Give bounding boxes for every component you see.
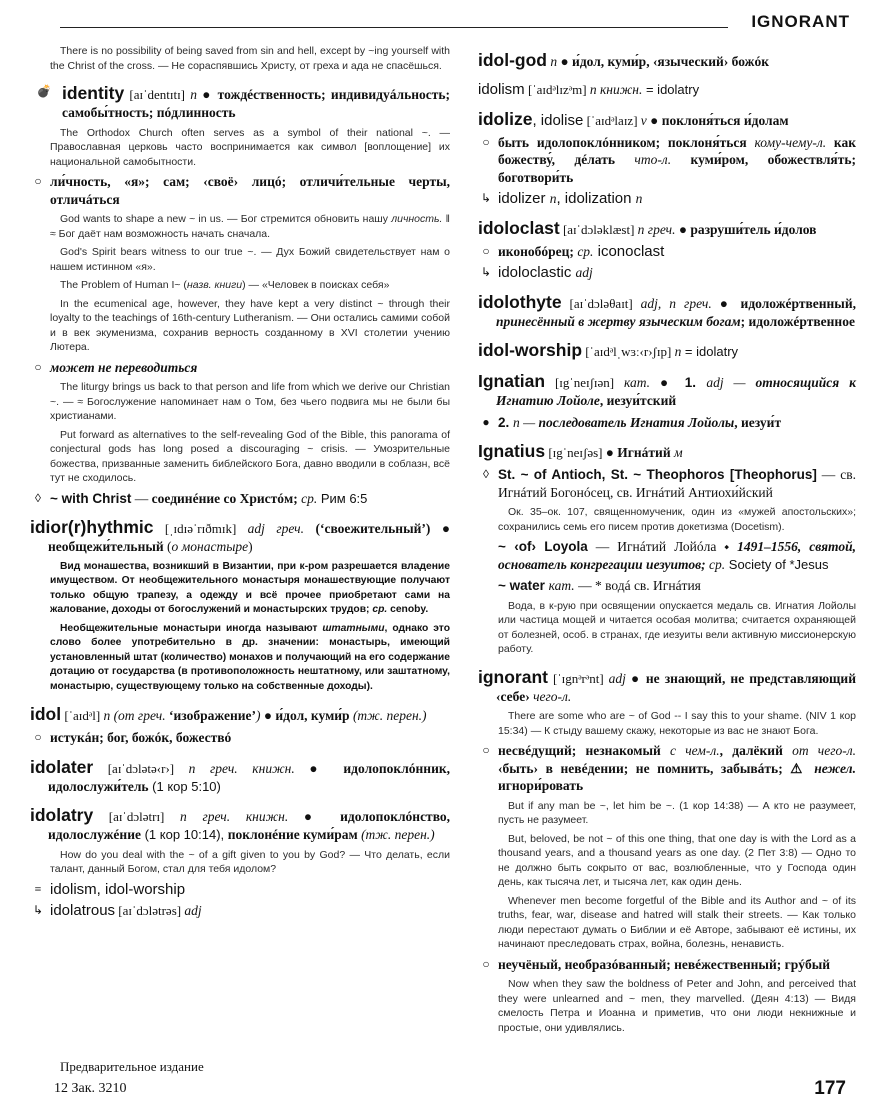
dictionary-entry-headline <box>478 667 856 706</box>
dictionary-entry-headline <box>478 441 856 462</box>
usage-example <box>30 278 450 293</box>
usage-example <box>30 126 450 170</box>
derivative-arrow-icon: ↳ <box>480 265 492 279</box>
entry-text: Put forward as alternatives to the self-revealing God of the Bible, this panorama of conjectural gods has long posed a discouraging ~ crisis. — Умозрительные божества, призванные заменить библейского Бога, давно вводили в соблазн, всё тут не сходилось. <box>50 428 450 484</box>
sense-line <box>478 414 856 432</box>
entry-text: ● <box>560 54 573 69</box>
entry-text: God's Spirit bears witness to our true ~. — Дух Божий свидетельствует нам о нашем истинном «я». <box>50 246 450 273</box>
entry-text: быть идолопоклóнником; поклоня́ться <box>498 134 755 150</box>
circle-icon: ○ <box>34 174 42 188</box>
usage-example <box>30 245 450 274</box>
headword: Ignatius <box>478 441 546 461</box>
entry-text: ● <box>646 112 662 128</box>
circle-icon: ○ <box>482 243 490 258</box>
entry-text: ср. <box>372 604 388 615</box>
dictionary-entry-headline <box>478 109 856 130</box>
entry-text: n греч. книжн. <box>188 760 295 776</box>
entry-text: In the ecumenical age, however, they have kept a very distinct ~ through their loyalty to the teachings of 16th-century Lutheranism. — Они остались самими собой и в век экуменизма, сохранив верность созданному в XVI столетии учению Лютера. <box>50 297 450 353</box>
entry-text: adj — <box>706 375 756 390</box>
entry-text: что-л. <box>634 152 672 167</box>
entry-text: But if any man be ~, let him be ~. (1 кор 14:38) — А кто не разумеет, пусть не разумеет. <box>498 799 856 826</box>
entry-text: относящийся к Игнатию Лойоле <box>496 375 856 408</box>
entry-text: соединéние со Христóм; <box>151 490 302 506</box>
entry-text: ● <box>260 708 276 723</box>
headword: idior(r)hythmic <box>30 517 154 537</box>
pronunciation: [aɪˈdɔləklæst] <box>559 221 638 237</box>
entry-text: , иезуи́т <box>734 414 782 430</box>
entry-text: (‘своежительный’) ● необщежи́тельный <box>48 521 450 554</box>
entry-text: Society of *Jesus <box>725 556 829 572</box>
dictionary-entry-headline <box>30 517 450 556</box>
entry-text: ● <box>605 445 618 460</box>
entry-text: нежел. <box>814 760 856 776</box>
bomb-icon: 💣 <box>36 84 52 98</box>
usage-example <box>478 505 856 534</box>
entry-text: не знающий, не представляющий ‹себе› <box>496 670 856 704</box>
edition-note: Предварительное издание <box>60 1059 204 1074</box>
right-column <box>478 44 856 1100</box>
entry-text: n книжн. <box>589 82 643 97</box>
pronunciation: [ˈaɪdᵊlɪzᵊm] <box>524 82 590 97</box>
entry-text: ) <box>256 708 261 723</box>
entry-text: кому-чему-л. <box>754 134 827 150</box>
entry-text: ( <box>167 539 172 554</box>
sense-line <box>478 264 856 282</box>
order-number: 12 Зак. 3210 <box>54 1081 127 1096</box>
entry-text: Вода, в к-рую при освящении опускается медаль св. Игнатия Лойолы или частица мощей и читается особая молитва; считается охраняющей от болезней, особ. в странах, где иезуиты вели активную миссионерскую работу. <box>498 599 856 655</box>
usage-example <box>30 44 450 73</box>
headword: ignorant <box>478 666 548 687</box>
sense-line <box>30 359 450 377</box>
entry-text: ; идоложéртвенное <box>740 313 855 329</box>
usage-example <box>30 212 450 241</box>
entry-text: ср. <box>709 556 726 572</box>
sense-line <box>478 742 856 795</box>
usage-example <box>478 832 856 890</box>
headword: idolater <box>30 756 94 777</box>
usage-example <box>478 977 856 1035</box>
entry-text: и́дол, куми́р <box>275 708 353 723</box>
entry-text: How do you deal with the ~ of a gift given to you by God? — Что делать, если талант, данный Богом, стал для тебя идолом? <box>50 848 450 875</box>
entry-text: кат. <box>548 578 575 593</box>
sense-line <box>30 881 450 899</box>
entry-text: adj <box>608 670 626 686</box>
footer-imprint <box>30 1042 450 1100</box>
entry-text: ‘изображение’ <box>168 708 256 723</box>
entry-text: (1 кор 5:10) <box>148 778 221 794</box>
entry-text: , однако это слово более употребительно в др. значении: монастырь, имеющий установленный штат (количество) монахов и получающий на его содержание дотацию от государства (в противоположность нештатному, или заштатному, монастырю, существующему только на собственные доходы). <box>50 622 450 692</box>
circle-icon: ○ <box>482 134 490 149</box>
headword: idolism, idol-worship <box>50 880 186 898</box>
synonym-icon: ≡ <box>34 881 42 896</box>
headword: , idolization <box>556 190 636 207</box>
bullet-icon: ● <box>482 414 490 429</box>
usage-example <box>30 848 450 877</box>
entry-text: м <box>674 445 683 460</box>
usage-example <box>30 428 450 486</box>
pronunciation: [ˈaɪdᵊl] <box>61 708 104 723</box>
entry-text: The liturgy brings us back to that person and life from which we derive our Christian ~. — ≈ Богослужение напоминает нам о Том, без чьего подвига мы не были бы христианами. <box>50 381 450 422</box>
entry-text: Вид монашества, возникший в Византии, при к-ром разрешается владение имуществом. От необщежительного монастыря монашествующие получают только общую трапезу, а одежду и всё прочее приобретают сами на жалование, доходы от богослужений и монастырских трудов; <box>50 560 450 615</box>
usage-example <box>30 560 450 618</box>
dictionary-entry-headline <box>30 704 450 725</box>
entry-text: Игнáтий <box>617 445 674 460</box>
entry-text: — св. Игнáтий Богонóсец, св. Игнáтий Антиохи́йский <box>498 467 856 500</box>
entry-text: ● <box>650 375 685 390</box>
entry-text: — Игнáтий Лойóла ⬩ <box>587 539 738 554</box>
pronunciation: [ˈɪgnᵊrᵊnt] <box>548 670 609 686</box>
lozenge-icon: ◊ <box>35 490 41 505</box>
entry-text: 2. <box>498 414 514 430</box>
sense-line <box>478 134 856 187</box>
usage-example <box>30 380 450 424</box>
lozenge-icon: ◊ <box>483 467 489 481</box>
entry-text: ‖ ≈ Бог даёт нам возможность начать сначала. <box>50 213 450 240</box>
entry-text: The Orthodox Church often serves as a symbol of their national ~. — Православная церковь часто воспринимается как символ [воплощение] их национальной самобытности. <box>50 126 450 168</box>
entry-text: чего-л. <box>533 688 572 704</box>
entry-text: ~ ‹of› Loyola <box>498 539 588 554</box>
entry-text: может не переводиться <box>50 359 198 375</box>
entry-text: v <box>640 112 647 128</box>
entry-text: поклоня́ться и́долам <box>661 112 789 128</box>
entry-text: n <box>674 344 682 359</box>
headword: idolism <box>478 81 525 98</box>
circle-icon: ○ <box>482 956 490 971</box>
sub-entry <box>478 577 856 595</box>
pronunciation: [ˈaɪdᵊlˌwɜː‹r›ʃɪp] <box>582 344 675 359</box>
entry-text: назв. книги <box>186 279 243 291</box>
pronunciation: [aɪˈdentɪtɪ] <box>124 87 191 102</box>
entry-text: cenoby. <box>387 604 429 615</box>
entry-text: разруши́тель и́долов <box>690 221 817 237</box>
page-number: 177 <box>814 1078 846 1099</box>
pronunciation: [aɪˈdɔlətrəs] <box>115 903 185 918</box>
entry-text: ● <box>711 295 741 311</box>
headword: identity <box>62 83 125 103</box>
entry-text: штатными <box>322 622 385 634</box>
entry-text: adj, n греч. <box>640 295 712 311</box>
sense-line <box>478 190 856 208</box>
dictionary-entry-headline <box>478 371 856 410</box>
entry-text: 1. <box>684 375 707 390</box>
entry-text: n греч. книжн. <box>179 809 289 824</box>
sense-line <box>30 173 450 208</box>
entry-text: (1 кор 10:14), <box>140 827 228 842</box>
entry-text: n — <box>513 414 539 430</box>
entry-text: n <box>635 191 643 206</box>
entry-text: Рим 6:5 <box>317 490 368 506</box>
headword: idolizer <box>498 190 550 207</box>
entry-text: ● <box>294 760 344 776</box>
entry-text: = idolatry <box>681 344 739 359</box>
running-head: IGNORANT <box>751 12 850 31</box>
circle-icon: ○ <box>482 743 490 757</box>
entry-text: ● <box>288 809 341 824</box>
entry-text: о монастыре <box>171 539 249 554</box>
sense-line <box>478 466 856 501</box>
dictionary-entry-headline <box>478 81 856 99</box>
pronunciation: [ˈaɪdᵊlaɪz] <box>583 112 641 128</box>
pronunciation: [aɪˈdɔlətrɪ] <box>93 809 180 824</box>
pronunciation: [ˌɪdɪəˈrɪðmɪk] <box>153 521 248 536</box>
entry-text: 1491–1556, святой, основатель конгрегации иезуитов; <box>498 539 856 572</box>
entry-text: — * водá св. Игнáтия <box>574 578 701 593</box>
entry-text: поклонéние куми́рам <box>227 827 362 842</box>
dictionary-entry-headline <box>30 805 450 844</box>
entry-text: — <box>131 490 152 506</box>
headword: iconoclast <box>593 242 665 260</box>
entry-text: adj греч. <box>247 521 316 536</box>
entry-text: тождéственность; индивидуáльность; самобы́тность; пóдлинность <box>62 87 450 120</box>
usage-example <box>478 709 856 738</box>
left-column <box>30 44 450 1100</box>
pronunciation: [ɪgˈneɪʃəs] <box>545 445 606 460</box>
entry-text: n <box>549 191 557 206</box>
sense-line <box>478 956 856 974</box>
circle-icon: ○ <box>34 359 42 374</box>
entry-text: n <box>547 54 561 69</box>
entry-text: ли́чность, «я»; сам; ‹своё› лицó; отличи́тельные черты, отличáться <box>50 174 450 207</box>
entry-text: ср. <box>301 490 318 506</box>
sense-line <box>30 729 450 747</box>
entry-text: adj <box>184 903 202 918</box>
headword: idolatry <box>30 805 94 825</box>
usage-example <box>478 599 856 657</box>
entry-text: ) — «Человек в поисках себя» <box>242 279 390 291</box>
entry-text: куми́ром, обожествля́ть; боготвори́ть <box>498 152 856 185</box>
entry-text: , далёкий <box>719 743 793 758</box>
entry-text: личность. <box>391 213 443 225</box>
entry-text: (тж. перен.) <box>352 708 427 723</box>
headword: idoloclast <box>478 217 560 238</box>
usage-example <box>478 894 856 952</box>
entry-text: (тж. перен.) <box>361 827 435 842</box>
sub-entry <box>478 538 856 573</box>
entry-text: , иезуи́тский <box>599 393 677 408</box>
entry-text: истукáн; бог, божóк, божествó <box>50 730 232 745</box>
entry-text: последователь Игнатия Лойолы <box>538 414 735 430</box>
entry-text: n греч. <box>637 221 676 237</box>
dictionary-entry-headline <box>30 757 450 796</box>
entry-text: ~ water <box>498 578 549 593</box>
headword: idolothyte <box>478 291 562 312</box>
entry-text: Now when they saw the boldness of Peter and John, and perceived that they were unlearned and ~ men, they marvelled. (Деян 4:13) — Видя смелость Петра и Иоанна и приметив, что они люди некнижные и простые, они удивлялись. <box>498 978 856 1034</box>
derivative-arrow-icon: ↳ <box>32 903 44 917</box>
entry-text: St. ~ of Antioch, St. ~ Theophoros [Theophorus] <box>498 467 817 482</box>
entry-text: n <box>190 87 197 102</box>
dictionary-entry-headline <box>478 292 856 331</box>
headword: idolatrous <box>50 902 116 919</box>
entry-text: Ок. 35–ок. 107, священномученик, один из «мужей апостольских»; сохранились семь его писем против докетизма (Docetism). <box>498 506 856 533</box>
headword: idoloclastic <box>498 264 576 281</box>
pronunciation: [ɪgˈneɪʃɪən] <box>545 375 624 390</box>
entry-text: But, beloved, be not ~ of this one thing, that one day is with the Lord as a thousand years, and a thousand years as one day. (2 Пет 3:8) — Одно то не должно быть сокрыто от вас, возлюбленные, что у Господа один день, как тысяча лет, и тысяча лет, как один день. <box>498 832 856 888</box>
entry-text: Whenever men become forgetful of the Bible and its Author and ~ of its truths, fear, war, disease and hatred will stalk their streets. — Как только люди перестают думать о Библии и её Авторе, забывают её истины, их начинают преследовать страх, война, болезнь, ненависть. <box>498 894 856 950</box>
entry-text: adj <box>575 265 593 280</box>
header-rule <box>60 27 728 28</box>
entry-text: There are some who are ~ of God -- I say this to your shame. (NIV 1 кор 15:34) — К стыду вашему скажу, некоторые из вас не знают Бога. <box>498 710 856 737</box>
dictionary-entry-headline <box>478 218 856 239</box>
sense-line <box>30 902 450 920</box>
entry-text: как божеству́, дéлать <box>498 134 856 167</box>
entry-text: ● <box>196 87 218 102</box>
sense-line <box>478 243 856 261</box>
entry-text: принесённый в жертву языческим богам <box>496 313 741 329</box>
circle-icon: ○ <box>34 730 42 744</box>
entry-text: There is no possibility of being saved from sin and hell, except by ~ing yourself with the Christ of the cross. — Не сораспявшись Христу, от греха и ада не спасёшься. <box>50 45 450 72</box>
derivative-arrow-icon: ↳ <box>480 191 492 205</box>
dictionary-entry-headline <box>30 83 450 122</box>
pronunciation: [aɪˈdɔlətə‹r›] <box>93 760 189 776</box>
entry-text: несвéдущий; незнакомый <box>498 743 670 758</box>
headword: idolize <box>478 108 533 129</box>
dictionary-entry-headline <box>478 50 856 71</box>
entry-text: иконобóрец; <box>498 243 578 259</box>
usage-example <box>30 622 450 695</box>
entry-text: n (от греч. <box>103 708 169 723</box>
sense-line <box>30 490 450 508</box>
entry-text: God wants to shape a new ~ in us. — Бог стремится обновить нашу <box>60 213 392 225</box>
entry-text: идоложéртвенный, <box>740 295 856 311</box>
entry-text: неучёный, необразóванный; невéжественный; грýбый <box>498 956 831 972</box>
usage-example <box>478 799 856 828</box>
entry-text: от чего-л. <box>792 743 856 758</box>
entry-text: = idolatry <box>642 82 700 97</box>
entry-text: ~ with Christ <box>50 490 132 506</box>
entry-text: игнори́ровать <box>498 778 584 793</box>
headword: , idolise <box>532 111 584 129</box>
pronunciation: [aɪˈdɔləθaɪt] <box>561 295 641 311</box>
entry-text: ср. <box>577 243 594 259</box>
entry-text: ‹быть› в невéдении; не помнить, забывáть; ⚠ <box>498 760 815 776</box>
entry-text: идолопоклóнник, идолослужи́тель <box>48 760 451 794</box>
entry-text: с чем-л. <box>670 743 720 758</box>
entry-text: Необщежительные монастыри иногда называют <box>60 622 323 634</box>
entry-text: ● <box>675 221 691 237</box>
dictionary-entry-headline <box>478 340 856 361</box>
entry-text: идолопоклóнство, идолослужéние <box>48 809 451 842</box>
headword: idol <box>30 704 62 724</box>
entry-text: и́дол, куми́р, ‹языческий› божóк <box>572 54 769 69</box>
entry-text: ) <box>248 539 253 554</box>
entry-text: кат. <box>623 375 651 390</box>
headword: Ignatian <box>478 371 546 391</box>
usage-example <box>30 297 450 355</box>
headword: idol-worship <box>478 340 583 360</box>
entry-text: The Problem of Human I~ ( <box>60 279 187 291</box>
headword: idol-god <box>478 50 548 70</box>
entry-text: ● <box>625 670 646 686</box>
